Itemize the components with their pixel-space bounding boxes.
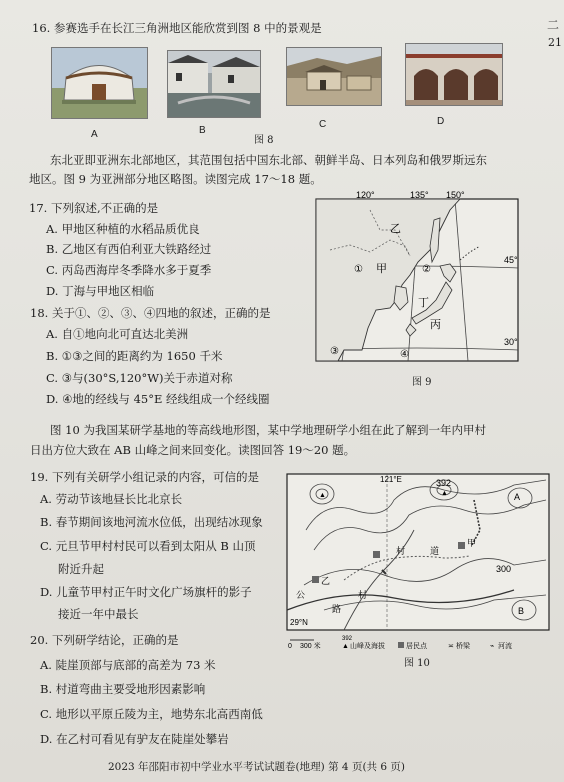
photo-a-yurt [51, 47, 148, 119]
q18-option-c: C. ③与(30°S,120°W)关于赤道对称 [46, 371, 233, 385]
q19-option-a: A. 劳动节该地昼长比北京长 [40, 492, 183, 506]
map10-lat-label: 29°N [290, 618, 308, 627]
map10-legend-settlement: 居民点 [406, 643, 427, 650]
figure-9-map [310, 190, 526, 370]
map10-elevation-392: 392 [436, 478, 452, 488]
photo-label-d: D [437, 116, 445, 127]
photo-d-cave-dwelling [405, 43, 503, 106]
map9-lat-30: 30° [504, 337, 518, 347]
q17-option-d: D. 丁海与甲地区相临 [46, 284, 155, 298]
map10-village-yi: 乙 [321, 576, 331, 586]
map9-point-2: ② [422, 264, 431, 275]
svg-text:≍: ≍ [448, 643, 454, 650]
passage1-line1: 东北亚即亚洲东北部地区，其范围包括中国东北部、朝鲜半岛、日本列岛和俄罗斯远东 [50, 153, 487, 167]
q19-option-c-line1: C. 元旦节甲村村民可以看到太阳从 B 山顶 [40, 539, 256, 553]
map10-legend-river: 河流 [498, 643, 512, 650]
q16-stem: 16. 参赛选手在长江三角洲地区能欣赏到图 8 中的景观是 [32, 21, 322, 35]
map9-point-3: ③ [330, 346, 339, 357]
photo-label-c: C [319, 119, 327, 130]
figure-10-contour-map [284, 470, 552, 650]
q18-stem: 18. 关于①、②、③、④四地的叙述，正确的是 [30, 306, 271, 320]
map9-lon-150: 150° [446, 190, 465, 200]
photo-label-b: B [199, 125, 206, 136]
q17-stem: 17. 下列叙述,不正确的是 [29, 201, 159, 215]
map10-road-label-cun: 村 [396, 546, 406, 556]
q17-option-a: A. 甲地区种植的水稻品质优良 [46, 222, 200, 236]
map9-place-bing: 丙 [430, 319, 441, 331]
svg-text:▲: ▲ [441, 490, 448, 497]
map9-place-jia: 甲 [376, 263, 387, 275]
photo-label-a: A [91, 129, 98, 140]
svg-text:▲: ▲ [342, 643, 349, 650]
map10-village-jia: 甲 [467, 538, 477, 548]
q20-option-a: A. 陡崖顶部与底部的高差为 73 米 [40, 658, 216, 672]
figure-8-caption: 图 8 [254, 135, 274, 146]
q19-option-c-line2: 附近升起 [58, 562, 104, 576]
map9-lat-45: 45° [504, 255, 518, 265]
map10-legend-peak: 山峰及海拔 [350, 643, 385, 650]
page-footer: 2023 年邵阳市初中学业水平考试试题卷(地理) 第 4 页(共 6 页) [108, 761, 405, 773]
q18-option-b: B. ①③之间的距离约为 1650 千米 [46, 349, 223, 363]
map9-place-ding: 丁 [418, 297, 429, 309]
map10-road-label-dao: 道 [430, 546, 440, 556]
q20-stem: 20. 下列研学结论，正确的是 [30, 633, 179, 647]
figure-10-caption: 图 10 [404, 658, 430, 669]
q17-option-c: C. 丙岛西海岸冬季降水多于夏季 [46, 263, 212, 277]
q18-option-a: A. 自①地向北可直达北美洲 [46, 327, 189, 341]
q20-option-c: C. 地形以平原丘陵为主，地势东北高西南低 [40, 707, 263, 721]
map9-point-1: ① [354, 264, 363, 275]
passage1-line2: 地区。图 9 为亚洲部分地区略图。读图完成 17～18 题。 [29, 172, 322, 186]
map10-highway-label-lu: 路 [332, 604, 342, 614]
q18-option-d: D. ④地的经线与 45°E 经线组成一个经线圈 [46, 392, 270, 406]
map10-highway-label-gong: 公 [296, 590, 306, 600]
svg-text:▲: ▲ [319, 492, 326, 499]
map10-legend-scale: 300 米 [300, 643, 321, 650]
q17-option-b: B. 乙地区有西伯利亚大铁路经过 [46, 242, 212, 256]
q19-option-d-line1: D. 儿童节甲村正午时文化广场旗杆的影子 [40, 585, 252, 599]
passage2-line2: 日出方位大致在 AB 山峰之间来回变化。读图回答 19～20 题。 [30, 443, 356, 457]
q19-option-b: B. 春节期间该地河流水位低，出现结冰现象 [40, 515, 263, 529]
q19-stem: 19. 下列有关研学小组记录的内容，可信的是 [30, 470, 259, 484]
map10-peak-b: B [518, 606, 525, 616]
figure-9-caption: 图 9 [412, 377, 432, 388]
map10-contour-300: 300 [496, 564, 512, 574]
photo-c-loess-village [286, 47, 382, 106]
map10-peak-a: A [514, 492, 521, 502]
q20-option-d: D. 在乙村可看见有驴友在陡崖处攀岩 [40, 732, 229, 746]
map9-place-yi: 乙 [390, 223, 401, 235]
map10-legend-scale-zero: 0 [288, 643, 292, 650]
map10-legend-elev-sample: 392 [342, 636, 353, 642]
corner-mark-bottom: 21 [548, 36, 562, 49]
map10-highway-label-cun: 村 [358, 590, 368, 600]
svg-text:⌁: ⌁ [490, 643, 495, 650]
map9-lon-120: 120° [356, 190, 375, 200]
map10-legend-bridge: 桥梁 [456, 643, 470, 650]
map9-lon-135: 135° [410, 190, 429, 200]
map9-point-4: ④ [400, 349, 409, 360]
q19-option-d-line2: 接近一年中最长 [58, 607, 139, 621]
corner-mark-top: 二 [547, 18, 560, 32]
photo-b-water-town [167, 50, 261, 118]
passage2-line1: 图 10 为我国某研学基地的等高线地形图，某中学地理研学小组在此了解到一年内甲村 [50, 423, 486, 437]
q20-option-b: B. 村道弯曲主要受地形因素影响 [40, 682, 206, 696]
map10-lon-label: 121°E [380, 475, 402, 484]
